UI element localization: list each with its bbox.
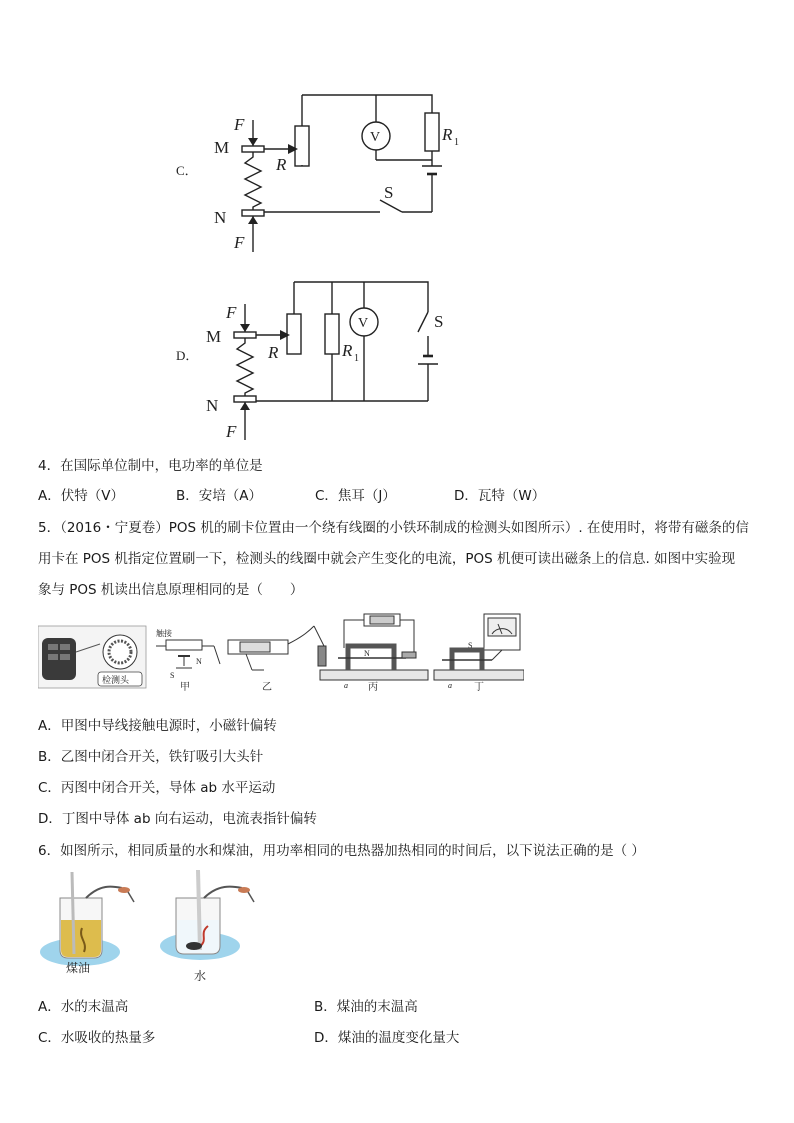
- question-4-option-a[interactable]: A．伏特（V）: [38, 488, 124, 504]
- circuit-c-s: S: [384, 183, 394, 202]
- circuit-c-r: R: [276, 155, 287, 174]
- pos-machine-figure: [38, 626, 146, 688]
- figure-ding-generator: [434, 614, 524, 680]
- circuit-c-v: V: [370, 130, 381, 145]
- label-a1: a: [344, 681, 348, 690]
- question-6-option-b[interactable]: B．煤油的末温高: [314, 999, 418, 1015]
- circuit-d-r1: R: [342, 341, 353, 360]
- label-bing: 丙: [368, 682, 378, 692]
- circuit-d-s: S: [434, 312, 444, 331]
- question-4-stem: 4．在国际单位制中，电功率的单位是: [38, 458, 263, 474]
- label-a2: a: [448, 681, 452, 690]
- question-5-stem-line3: 象与 POS 机读出信息原理相同的是（ ）: [38, 582, 304, 598]
- question-5-option-c[interactable]: C．丙图中闭合开关，导体 ab 水平运动: [38, 780, 276, 796]
- circuit-d-r: R: [268, 343, 279, 362]
- label-ding: 丁: [474, 682, 484, 692]
- circuit-c-n: N: [214, 208, 227, 227]
- circuit-d-r1-sub: 1: [354, 353, 359, 364]
- circuit-diagram-d: [170, 270, 470, 450]
- circuit-c-option-label: C．: [176, 163, 198, 178]
- circuit-d-v: V: [358, 316, 369, 331]
- question-4-option-b[interactable]: B．安培（A）: [176, 488, 262, 504]
- question-4-option-d[interactable]: D．瓦特（W）: [454, 488, 546, 504]
- label-touch: 触接: [156, 629, 172, 638]
- circuit-d-option-label: D．: [176, 348, 199, 363]
- circuit-c-f-bottom: F: [234, 233, 245, 252]
- circuit-d-m: M: [206, 327, 222, 346]
- figure-yi-electromagnet: [228, 626, 326, 670]
- question-6-option-a[interactable]: A．水的末温高: [38, 999, 129, 1015]
- label-detector: 检测头: [102, 675, 130, 685]
- label-s2: S: [468, 641, 473, 650]
- question-4-option-c[interactable]: C．焦耳（J）: [315, 488, 396, 504]
- question-5-option-d[interactable]: D．丁图中导体 ab 向右运动，电流表指针偏转: [38, 811, 317, 827]
- circuit-c-r1-sub: 1: [454, 137, 459, 148]
- circuit-d-f-bottom: F: [226, 422, 237, 441]
- label-n1: N: [196, 657, 202, 666]
- question-5-option-b[interactable]: B．乙图中闭合开关，铁钉吸引大头针: [38, 749, 264, 765]
- circuit-d-n: N: [206, 396, 219, 415]
- question-5-stem-line2: 用卡在 POS 机指定位置刷一下，检测头的线圈中就会产生变化的电流，POS 机便可读出磁条上的信息. 如图中实验现: [38, 551, 736, 567]
- kerosene-beaker: [40, 872, 134, 966]
- figure-bing-motor: [320, 614, 428, 680]
- label-yi: 乙: [262, 682, 272, 692]
- label-kerosene: 煤油: [66, 961, 91, 975]
- figure-jia-compass-wire: [156, 640, 220, 668]
- label-s1: S: [170, 671, 175, 680]
- label-water: 水: [194, 969, 207, 983]
- circuit-c-f-top: F: [234, 115, 245, 134]
- question-6-option-d[interactable]: D．煤油的温度变化量大: [314, 1030, 460, 1046]
- experiment-figure-strip: [38, 612, 524, 692]
- circuit-c-r1: R: [442, 125, 453, 144]
- question-6-option-c[interactable]: C．水吸收的热量多: [38, 1030, 156, 1046]
- beaker-figure: [38, 868, 268, 986]
- water-beaker: [160, 870, 254, 960]
- label-jia: 甲: [180, 682, 190, 692]
- label-n2: N: [364, 649, 370, 658]
- circuit-c-m: M: [214, 138, 230, 157]
- question-5-stem-line1: 5．（2016・宁夏卷）POS 机的刷卡位置由一个绕有线圈的小铁环制成的检测头如图所示）. 在使用时，将带有磁条的信: [38, 520, 749, 536]
- circuit-diagram-c: [170, 80, 470, 265]
- circuit-d-f-top: F: [226, 303, 237, 322]
- question-5-option-a[interactable]: A．甲图中导线接触电源时，小磁针偏转: [38, 718, 277, 734]
- question-6-stem: 6．如图所示，相同质量的水和煤油，用功率相同的电热器加热相同的时间后，以下说法正确的是（ ）: [38, 843, 645, 859]
